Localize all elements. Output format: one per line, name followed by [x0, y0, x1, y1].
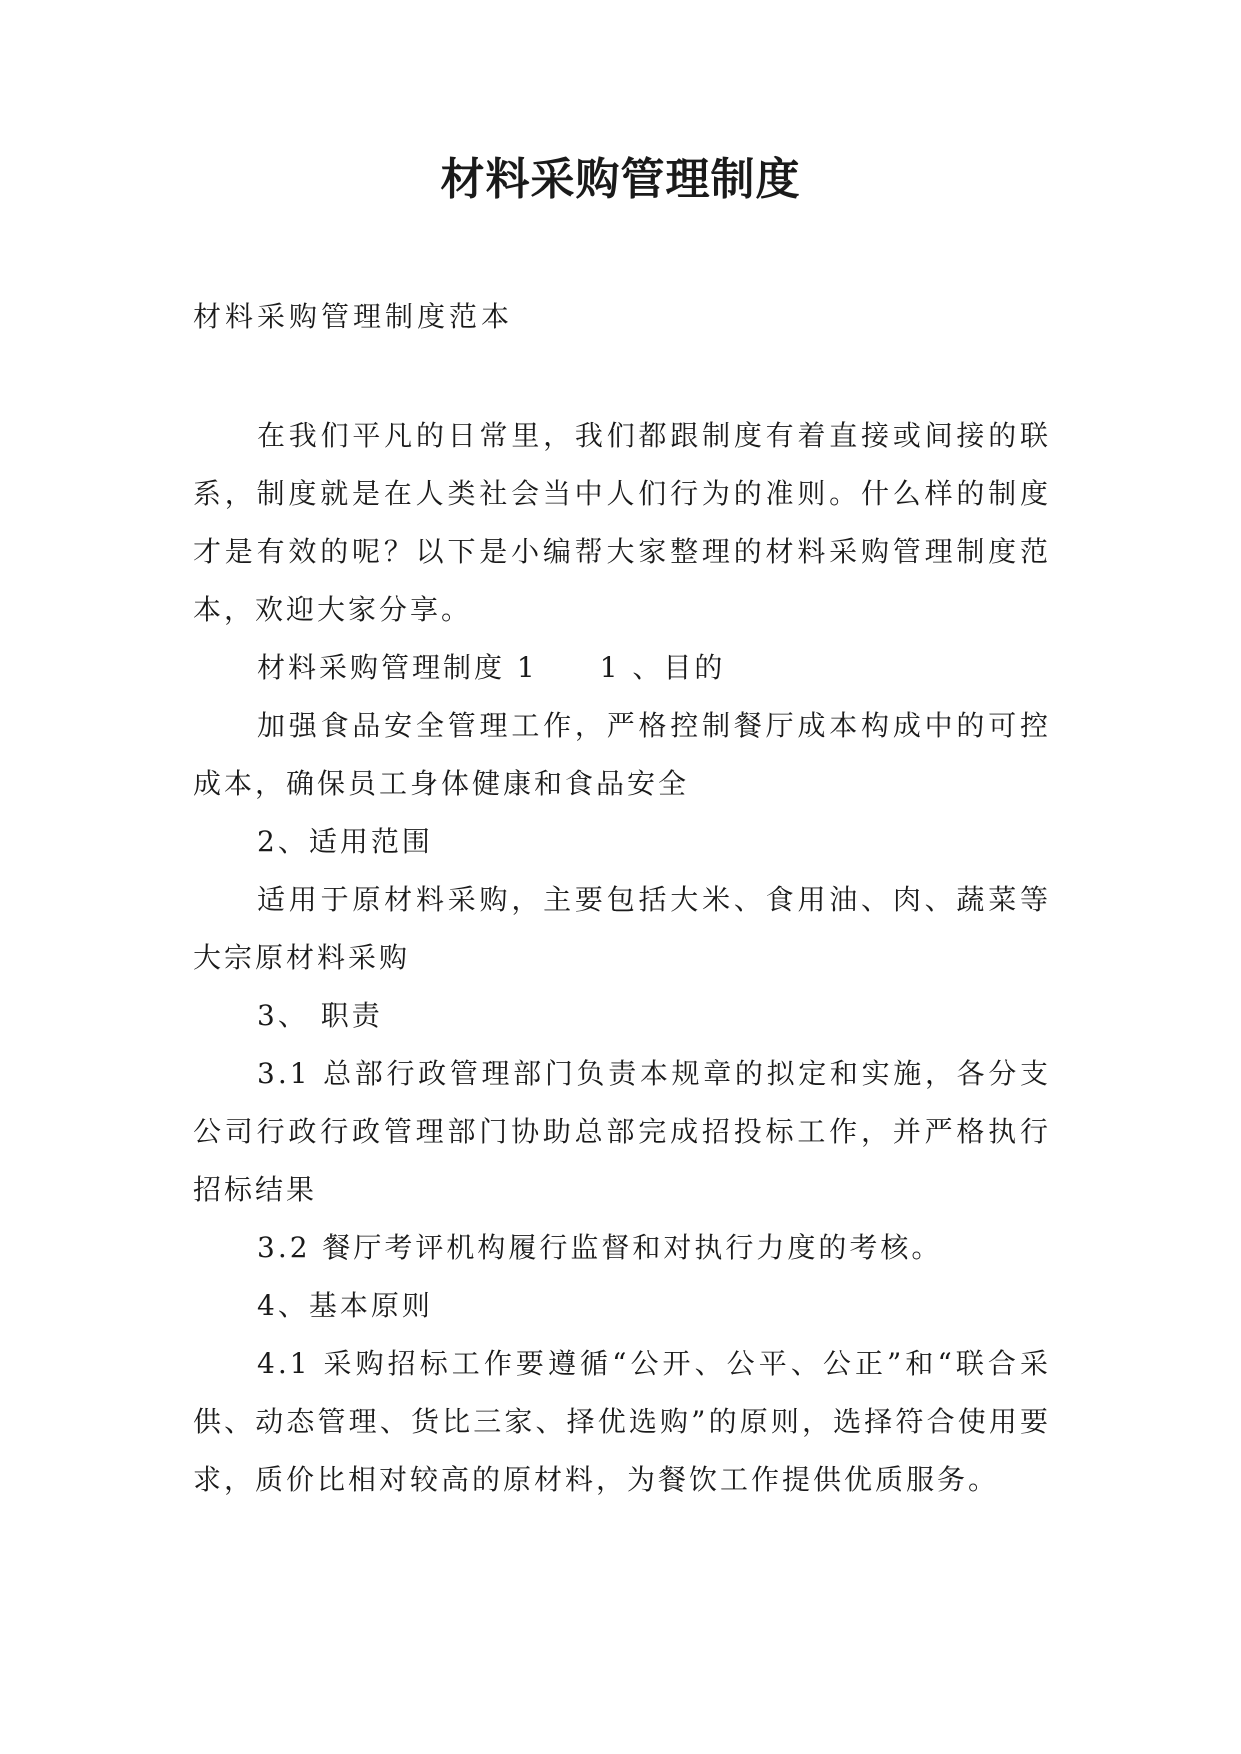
- document-body: [193, 407, 1051, 1509]
- duty-3-2-paragraph: 3.2 餐厅考评机构履行监督和对执行力度的考核。: [257, 1231, 943, 1264]
- principle-heading: 4、基本原则: [257, 1289, 433, 1322]
- document-subtitle: 材料采购管理制度范本: [193, 300, 514, 333]
- intro-paragraph: 在我们平凡的日常里，我们都跟制度有着直接或间接的联系，制度就是在人类社会当中人们行为的准则。什么样的制度才是有效的呢？以下是小编帮大家整理的材料采购管理制度范本，欢迎大家分享。: [193, 419, 1051, 626]
- document-title: 材料采购管理制度: [440, 154, 801, 205]
- section-heading-row: [193, 639, 1051, 697]
- section-label: 材料采购管理制度 1: [257, 651, 538, 684]
- purpose-paragraph: 加强食品安全管理工作，严格控制餐厅成本构成中的可控成本，确保员工身体健康和食品安全: [193, 709, 1051, 800]
- purpose-heading: 1 、目的: [599, 651, 726, 684]
- scope-heading: 2、适用范围: [257, 825, 433, 858]
- duty-3-1-paragraph: 3.1 总部行政管理部门负责本规章的拟定和实施，各分支公司行政行政管理部门协助总部完成招投标工作，并严格执行招标结果: [193, 1057, 1051, 1206]
- principle-4-1-paragraph: 4.1 采购招标工作要遵循“公开、公平、公正”和“联合采供、动态管理、货比三家、择优选购”的原则，选择符合使用要求，质价比相对较高的原材料，为餐饮工作提供优质服务。: [193, 1347, 1051, 1496]
- duty-heading: 3、 职责: [257, 999, 383, 1032]
- scope-paragraph: 适用于原材料采购，主要包括大米、食用油、肉、蔬菜等大宗原材料采购: [193, 883, 1051, 974]
